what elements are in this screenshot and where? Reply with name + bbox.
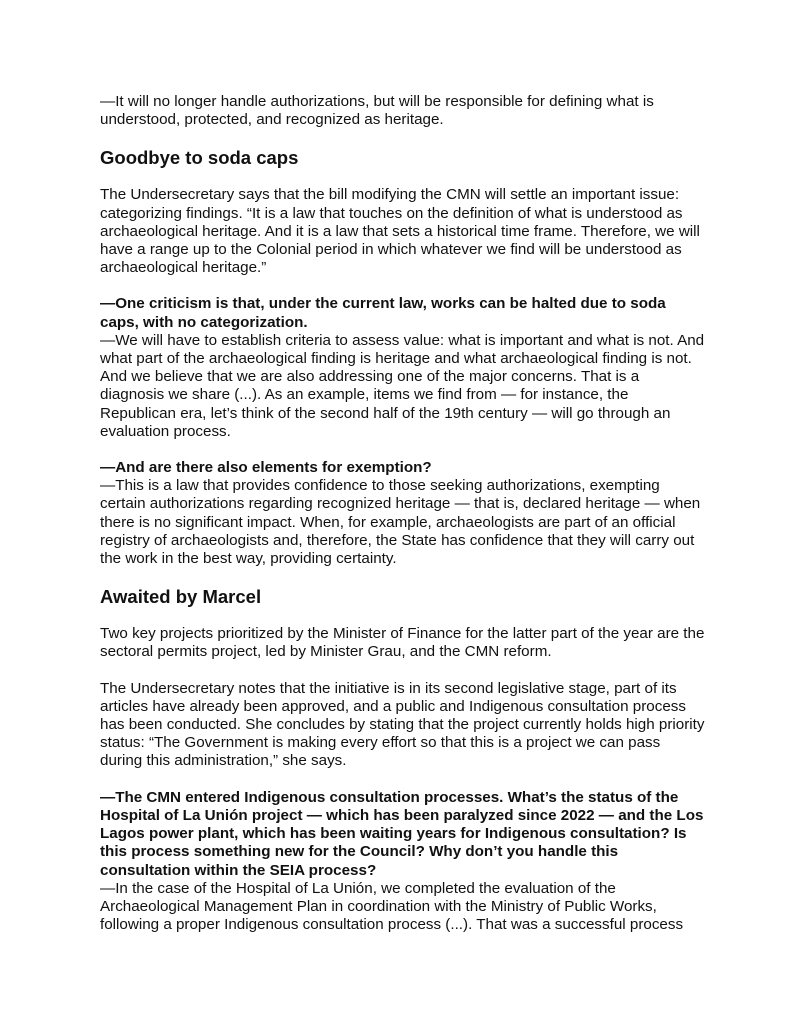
intro-answer: —It will no longer handle authorizations, but will be responsible for defining what is understood, protected, and recognized as heritage.	[100, 93, 654, 129]
section2-paragraph-2: The Undersecretary notes that the initiative is in its second legislative stage, part of its articles have already been approved, and a public and Indigenous consultation process has been conducted. She concludes by stating that the project currently holds high priority status: “The Government is making every effort so that this is a project we can pass during this administration,” she says.	[100, 679, 705, 770]
question-exemption: —And are there also elements for exemption?	[100, 459, 432, 477]
answer-hospital-la-union: —In the case of the Hospital of La Unión, we completed the evaluation of the Archaeological Management Plan in coordination with the Ministry of Public Works, following a proper Indigenous consultation process (...). That was a successful process	[100, 879, 684, 934]
section-heading-awaited-by-marcel: Awaited by Marcel	[100, 586, 262, 608]
answer-exemption: —This is a law that provides confidence to those seeking authorizations, exempting certain authorizations regarding recognized heritage — that is, declared heritage — when there is no significant impact. When, for example, archaeologists are part of an official registry of archaeologists and, therefore, the State has confidence that they will carry out the work in the best way, providing certainty.	[100, 477, 701, 568]
question-criticism: —One criticism is that, under the current law, works can be halted due to soda caps, with no categorization.	[100, 295, 666, 331]
section2-paragraph-1: Two key projects prioritized by the Minister of Finance for the latter part of the year are the sectoral permits project, led by Minister Grau, and the CMN reform.	[100, 625, 705, 661]
question-indigenous-consultation: —The CMN entered Indigenous consultation processes. What’s the status of the Hospital of La Unión project — which has been paralyzed since 2022 — and the Los Lagos power plant, which has been waiting years for Indigenous consultation? Is this process something new for the Council? Why don’t you handle this consultation within the SEIA process?	[100, 788, 704, 879]
document-page	[100, 93, 705, 934]
section-heading-soda-caps: Goodbye to soda caps	[100, 147, 299, 169]
section1-paragraph: The Undersecretary says that the bill modifying the CMN will settle an important issue: categorizing findings. “It is a law that touches on the definition of what is understood as archaeological heritage. And it is a law that sets a historical time frame. Therefore, we will have a range up to the Colonial period in which whatever we find will be understood as archaeological heritage.”	[100, 186, 700, 277]
answer-criteria: —We will have to establish criteria to assess value: what is important and what is not. And what part of the archaeological finding is heritage and what archaeological finding is not. And we believe that we are also addressing one of the major concerns. That is a diagnosis we share (...). As an example, items we find from — for instance, the Republican era, let’s think of the second half of the 19th century — will go through an evaluation process.	[100, 331, 705, 440]
